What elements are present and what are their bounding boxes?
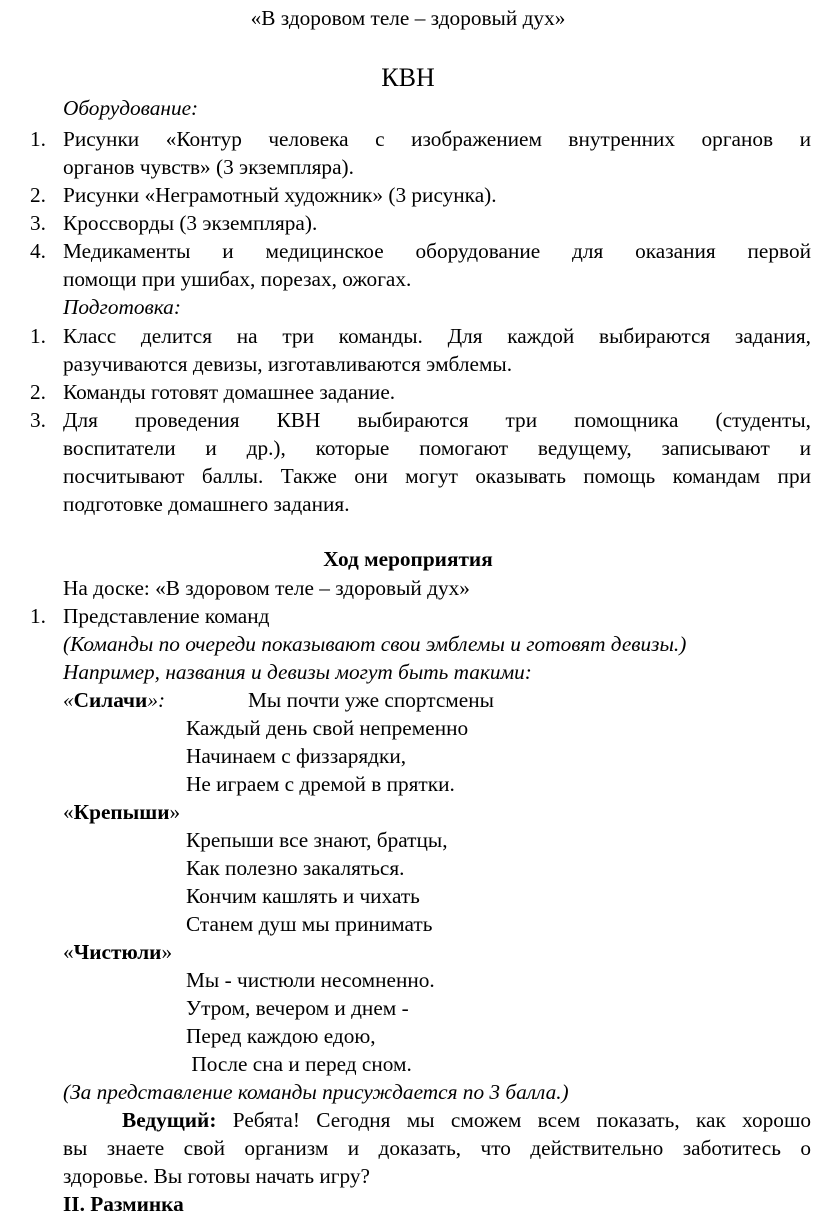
motto-line: Каждый день свой непременно <box>186 716 469 740</box>
equipment-item-number: 1. <box>30 127 46 151</box>
step-title: Представление команд <box>63 604 270 628</box>
section-heading: II. Разминка <box>63 1192 184 1216</box>
team-name: «Силачи»: <box>63 688 166 712</box>
host-paragraph-line: здоровье. Вы готовы начать игру? <box>63 1164 371 1188</box>
document-top-title: «В здоровом теле – здоровый дух» <box>250 6 566 30</box>
preparation-item-line: Класс делится на три команды. Для каждой выбираются задания, <box>63 324 811 348</box>
preparation-item-number: 3. <box>30 408 46 432</box>
motto-line: Станем душ мы принимать <box>186 912 433 936</box>
host-paragraph-line: вы знаете свой организм и доказать, что действительно заботитесь о <box>63 1136 811 1160</box>
motto-line: После сна и перед сном. <box>186 1052 412 1076</box>
team-name: «Чистюли» <box>63 940 173 964</box>
motto-line: Как полезно закаляться. <box>186 856 405 880</box>
equipment-item-line: Рисунки «Контур человека с изображением внутренних органов и <box>63 127 811 151</box>
preparation-item-line: подготовке домашнего задания. <box>63 492 350 516</box>
preparation-heading: Подготовка: <box>63 295 181 319</box>
motto-line: Кончим кашлять и чихать <box>186 884 420 908</box>
equipment-item-number: 3. <box>30 211 46 235</box>
equipment-heading: Оборудование: <box>63 96 199 120</box>
equipment-item-line: помощи при ушибах, порезах, ожогах. <box>63 267 412 291</box>
preparation-item-line: Команды готовят домашнее задание. <box>63 380 396 404</box>
equipment-item-line: Кроссворды (3 экземпляра). <box>63 211 318 235</box>
board-text: На доске: «В здоровом теле – здоровый дух» <box>63 576 470 600</box>
preparation-item-number: 1. <box>30 324 46 348</box>
event-note: Например, названия и девизы могут быть такими: <box>63 660 532 684</box>
motto-line: Утром, вечером и днем - <box>186 996 409 1020</box>
preparation-item-line: посчитывают баллы. Также они могут оказывать помощь командам при <box>63 464 811 488</box>
equipment-item-line: Рисунки «Неграмотный художник» (3 рисунка). <box>63 183 497 207</box>
preparation-item-line: разучиваются девизы, изготавливаются эмблемы. <box>63 352 513 376</box>
step-number: 1. <box>30 604 46 628</box>
event-heading: Ход мероприятия <box>323 547 493 571</box>
host-paragraph-line: Ведущий: Ребята! Сегодня мы сможем всем показать, как хорошо <box>122 1108 811 1132</box>
preparation-item-line: воспитатели и др.), которые помогают ведущему, записывают и <box>63 436 811 460</box>
score-note: (За представление команды присуждается по 3 балла.) <box>63 1080 569 1104</box>
equipment-item-line: органов чувств» (3 экземпляра). <box>63 155 354 179</box>
motto-line: Перед каждою едою, <box>186 1024 376 1048</box>
motto-line: Мы - чистюли несомненно. <box>186 968 435 992</box>
equipment-item-number: 2. <box>30 183 46 207</box>
event-note: (Команды по очереди показывают свои эмблемы и готовят девизы.) <box>63 632 687 656</box>
motto-line: Начинаем с физзарядки, <box>186 744 407 768</box>
equipment-item-line: Медикаменты и медицинское оборудование для оказания первой <box>63 239 811 263</box>
host-label: Ведущий: <box>122 1108 217 1132</box>
preparation-item-line: Для проведения КВН выбираются три помощника (студенты, <box>63 408 811 432</box>
motto-line: Не играем с дремой в прятки. <box>186 772 455 796</box>
team-name: «Крепыши» <box>63 800 181 824</box>
motto-line: Мы почти уже спортсмены <box>248 688 494 712</box>
document-main-title: КВН <box>381 63 435 92</box>
preparation-item-number: 2. <box>30 380 46 404</box>
equipment-item-number: 4. <box>30 239 46 263</box>
motto-line: Крепыши все знают, братцы, <box>186 828 448 852</box>
